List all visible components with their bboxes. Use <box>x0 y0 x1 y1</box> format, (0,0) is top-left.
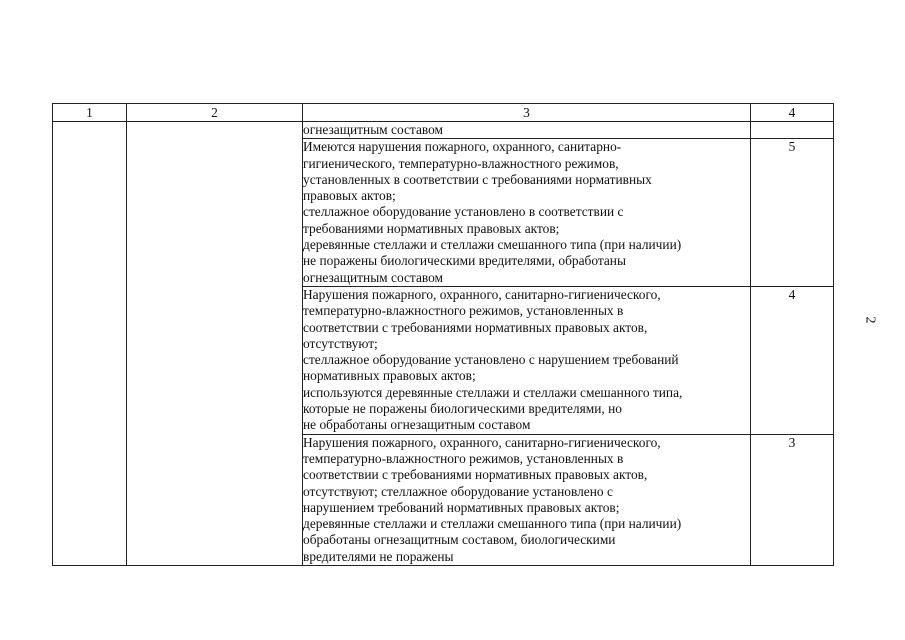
text-line: нарушением требований нормативных правовых актов; <box>303 499 620 515</box>
text-line: гигиенического, температурно-влажностного режимов, <box>303 155 619 171</box>
text-line: не поражены биологическими вредителями, обработаны <box>303 253 626 269</box>
text-line: соответствии с требованиями нормативных правовых актов, <box>303 467 648 483</box>
text-line: температурно-влажностного режимов, установленных в <box>303 450 624 466</box>
header-col-4: 4 <box>751 104 834 122</box>
text-line: которые не поражены биологическими вредителями, но <box>303 401 622 417</box>
text-line: Имеются нарушения пожарного, охранного, санитарно- <box>303 139 622 155</box>
criteria-table <box>52 103 834 566</box>
col-1-cell <box>53 122 127 566</box>
text-line: деревянные стеллажи и стеллажи смешанного типа (при наличии) <box>303 237 682 253</box>
text-line: стеллажное оборудование установлено с нарушением требований <box>303 352 679 368</box>
score-cell: 5 <box>751 139 834 287</box>
criteria-text-cell <box>303 434 751 565</box>
text-line: требованиями нормативных правовых актов; <box>303 220 560 236</box>
header-col-1: 1 <box>53 104 127 122</box>
text-line: деревянные стеллажи и стеллажи смешанного типа (при наличии) <box>303 516 682 532</box>
text-line: не обработаны огнезащитным составом <box>303 417 531 433</box>
criteria-text-cell <box>303 286 751 434</box>
text-line: используются деревянные стеллажи и стеллажи смешанного типа, <box>303 384 683 400</box>
text-line: нормативных правовых актов; <box>303 368 476 384</box>
text-line: отсутствуют; стеллажное оборудование установлено с <box>303 483 613 499</box>
table-header-row <box>53 104 834 122</box>
criteria-text-cell <box>303 139 751 287</box>
criteria-text-cell <box>303 122 751 139</box>
header-col-3: 3 <box>303 104 751 122</box>
table-row-continued <box>53 122 834 139</box>
text-line: правовых актов; <box>303 188 396 204</box>
score-cell: 4 <box>751 286 834 434</box>
text-line: вредителями не поражены <box>303 548 454 564</box>
score-cell <box>751 122 834 139</box>
text-line: обработаны огнезащитным составом, биологическими <box>303 532 616 548</box>
col-2-cell <box>127 122 303 566</box>
text-line: стеллажное оборудование установлено в соответствии с <box>303 204 624 220</box>
text-line: соответствии с требованиями нормативных правовых актов, <box>303 319 648 335</box>
text-line: Нарушения пожарного, охранного, санитарно-гигиенического, <box>303 286 661 302</box>
text-line: огнезащитным составом <box>303 269 444 285</box>
text-line: температурно-влажностного режимов, установленных в <box>303 303 624 319</box>
text-line: огнезащитным составом <box>303 122 444 137</box>
text-line: установленных в соответствии с требованиями нормативных <box>303 171 652 187</box>
text-line: отсутствуют; <box>303 335 378 351</box>
page-number: 2 <box>862 316 878 324</box>
score-cell: 3 <box>751 434 834 565</box>
text-line: Нарушения пожарного, охранного, санитарно-гигиенического, <box>303 434 661 450</box>
header-col-2: 2 <box>127 104 303 122</box>
